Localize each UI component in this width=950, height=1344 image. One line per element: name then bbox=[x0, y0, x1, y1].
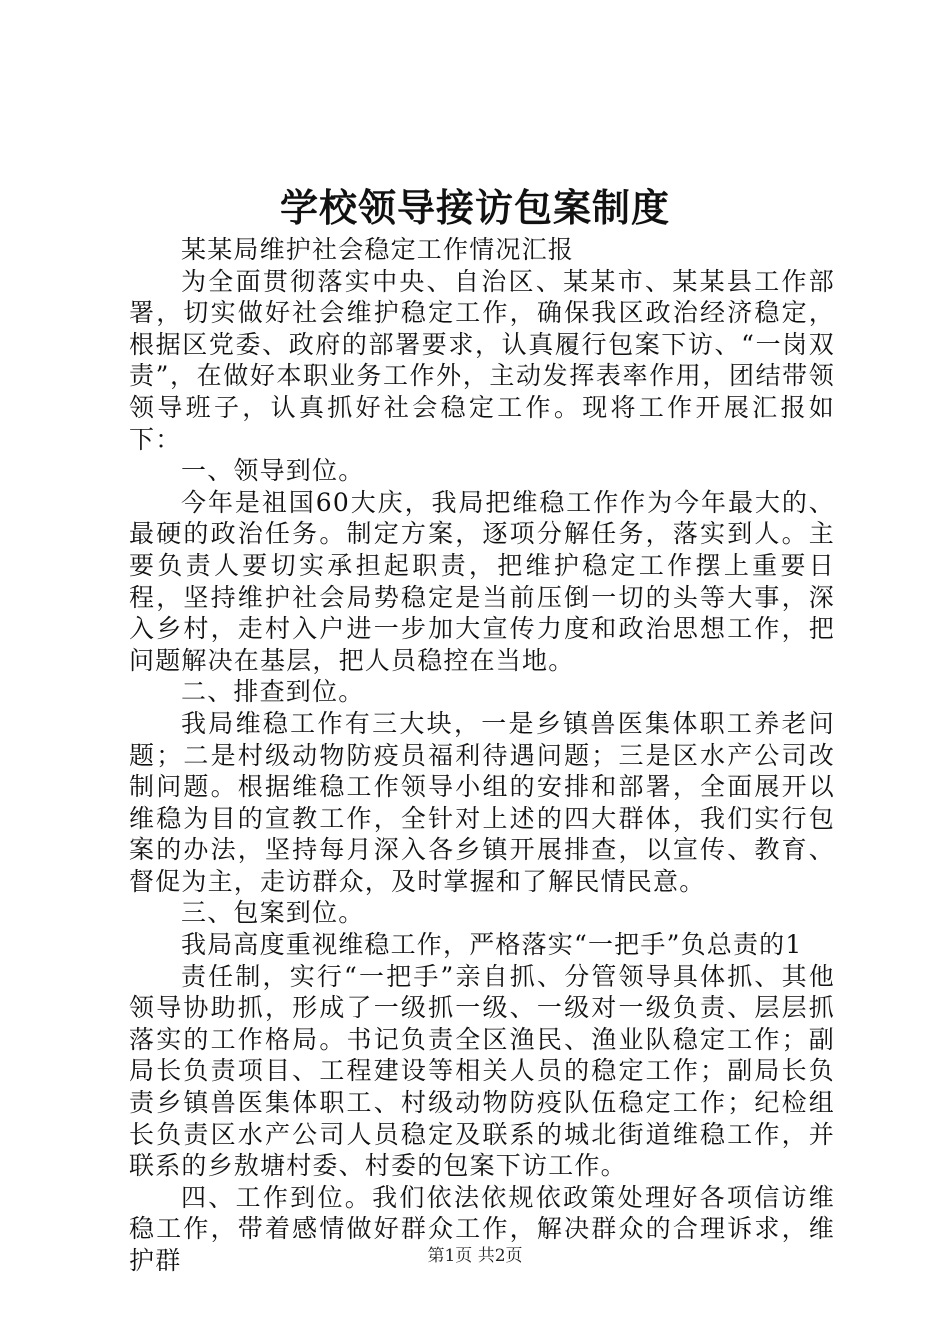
body-paragraph-3a: 我局高度重视维稳工作，严格落实“一把手”负总责的1 bbox=[181, 930, 803, 960]
document-body bbox=[129, 234, 835, 1277]
document-title: 学校领导接访包案制度 bbox=[279, 185, 670, 230]
body-paragraph-intro: 为全面贯彻落实中央、自治区、某某市、某某县工作部署，切实做好社会维护稳定工作，确保我区政治经济稳定，根据区党委、政府的部署要求，认真履行包案下访、“一岗双责”，在做好本职业务工作外，主动发挥表率作用，团结带领领导班子，认真抓好社会稳定工作。现将工作开展汇报如下： bbox=[129, 266, 835, 454]
body-paragraph-3b: 责任制，实行“一把手”亲自抓、分管领导具体抓、其他领导协助抓，形成了一级抓一级、一级对一级负责、层层抓落实的工作格局。书记负责全区渔民、渔业队稳定工作；副局长负责项目、工程建设等相关人员的稳定工作；副局长负责乡镇兽医集体职工、村级动物防疫队伍稳定工作；纪检组长负责区水产公司人员稳定及联系的城北街道维稳工作，并联系的乡敖塘村委、村委的包案下访工作。 bbox=[129, 961, 835, 1181]
section-heading-1: 一、领导到位。 bbox=[181, 456, 365, 486]
body-paragraph-1: 今年是祖国60大庆，我局把维稳工作作为今年最大的、最硬的政治任务。制定方案，逐项分解任务，落实到人。主要负责人要切实承担起职责，把维护稳定工作摆上重要日程，坚持维护社会局势稳定是当前压倒一切的头等大事，深入乡村，走村入户进一步加大宣传力度和政治思想工作，把问题解决在基层，把人员稳控在当地。 bbox=[129, 487, 835, 675]
body-paragraph-2: 我局维稳工作有三大块，一是乡镇兽医集体职工养老问题；二是村级动物防疫员福利待遇问题；三是区水产公司改制问题。根据维稳工作领导小组的安排和部署，全面展开以维稳为目的宣教工作，全针对上述的四大群体，我们实行包案的办法，坚持每月深入各乡镇开展排查，以宣传、教育、督促为主，走访群众，及时掌握和了解民情民意。 bbox=[129, 708, 835, 896]
section-heading-3: 三、包案到位。 bbox=[181, 898, 365, 928]
page-footer: 第1页 共2页 bbox=[427, 1246, 523, 1266]
section-heading-4: 四、工作到位。我们依法依规依政策处理好各项信访维稳工作，带着感情做好群众工作，解决群众的合理诉求，维护群 bbox=[129, 1182, 835, 1275]
section-heading-2: 二、排查到位。 bbox=[181, 677, 365, 707]
report-heading: 某某局维护社会稳定工作情况汇报 bbox=[181, 235, 575, 264]
